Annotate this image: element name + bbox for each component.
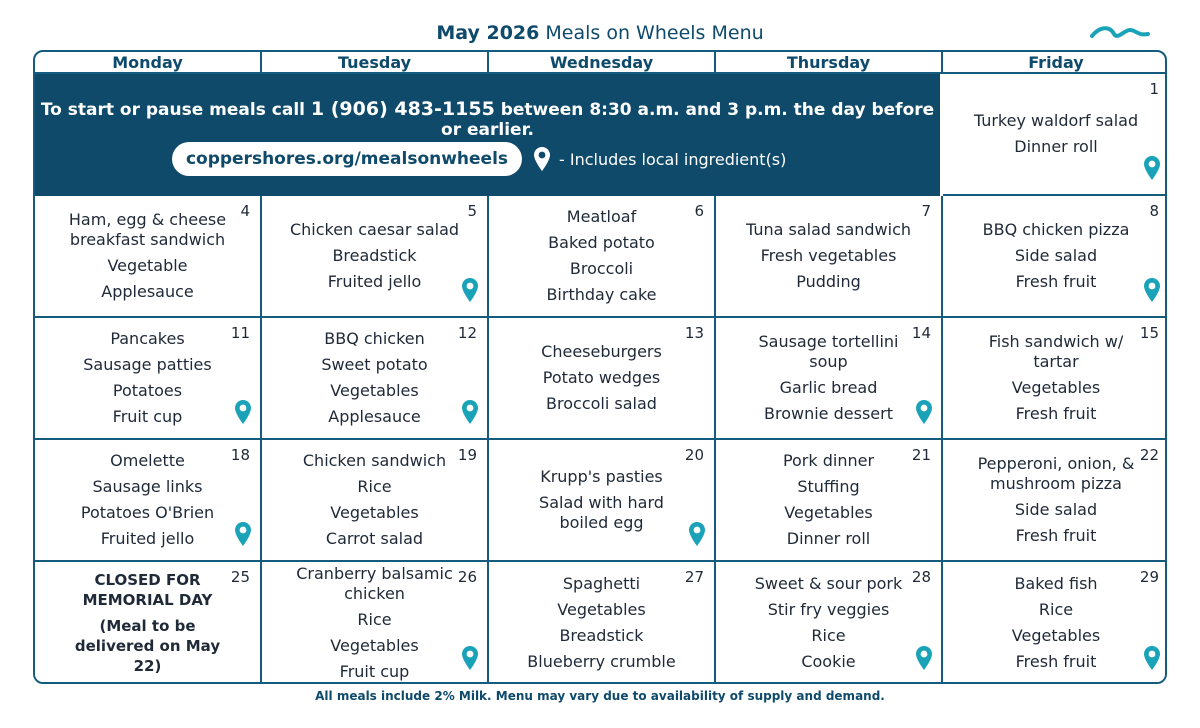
meal-item: Salad with hard boiled egg [539, 493, 664, 532]
website-link[interactable]: coppershores.org/mealsonwheels [172, 142, 522, 176]
meal-item: Sweet & sour pork [754, 574, 903, 593]
title-month: May 2026 [436, 22, 540, 44]
meal-item: Sweet potato [321, 355, 428, 374]
local-ingredient-pin-icon [461, 277, 479, 308]
date-number: 15 [1139, 324, 1159, 342]
wave-logo [1090, 22, 1150, 42]
meal-item: Baked fish [1014, 574, 1098, 593]
day-cell-26 [262, 562, 489, 684]
banner-text-b: between 8:30 a.m. and 3 p.m. the day before or earlier. [441, 100, 935, 140]
day-header-thursday: Thursday [716, 52, 943, 74]
meal-item: Applesauce [101, 282, 194, 301]
day-cell-27 [489, 562, 716, 684]
meal-item: Vegetables [330, 636, 419, 655]
date-number: 12 [457, 324, 477, 342]
legend-text: - Includes local ingredient(s) [559, 150, 787, 169]
meal-item: Stir fry veggies [767, 600, 890, 619]
local-ingredient-pin-icon [461, 645, 479, 676]
day-cell-7 [716, 196, 943, 318]
meal-item: Fruited jello [100, 529, 195, 548]
meal-item: Broccoli salad [546, 394, 657, 413]
local-ingredient-pin-icon [915, 645, 933, 676]
day-cell-13 [489, 318, 716, 440]
meal-items [35, 196, 260, 316]
date-number: 21 [911, 446, 931, 464]
meal-item: Brownie dessert [764, 404, 893, 423]
meal-item: Breadstick [332, 246, 417, 265]
meal-item: Chicken caesar salad [289, 220, 460, 239]
day-header-wednesday: Wednesday [489, 52, 716, 74]
meal-item: Potatoes O'Brien [80, 503, 215, 522]
meal-item: Vegetables [330, 503, 419, 522]
date-number: 28 [911, 568, 931, 586]
meal-item: Fresh vegetables [760, 246, 897, 265]
banner-instructions [35, 98, 940, 140]
day-cell-19 [262, 440, 489, 562]
day-cell-8 [943, 196, 1167, 318]
date-number: 29 [1139, 568, 1159, 586]
meal-item: Ham, egg & cheese breakfast sandwich [68, 210, 227, 249]
day-cell-14 [716, 318, 943, 440]
meal-item: Rice [811, 626, 846, 645]
meal-item: Breadstick [559, 626, 644, 645]
day-header-monday: Monday [35, 52, 262, 74]
meal-item: Fruit cup [112, 407, 183, 426]
day-cell-28 [716, 562, 943, 684]
meal-item: Rice [357, 610, 392, 629]
meal-items [716, 196, 941, 316]
meal-item: Sausage links [92, 477, 203, 496]
meal-items [489, 440, 714, 560]
meal-item: Applesauce [328, 407, 421, 426]
meal-item: Pork dinner [782, 451, 875, 470]
day-header-friday: Friday [943, 52, 1167, 74]
title-rest: Meals on Wheels Menu [545, 22, 764, 44]
meal-item: Sausage tortellini soup [758, 332, 899, 371]
meal-item: Dinner roll [786, 529, 871, 548]
date-number: 8 [1149, 202, 1159, 220]
meal-item: Vegetables [1011, 626, 1101, 645]
meal-item: Carrot salad [325, 529, 424, 548]
meal-item: Garlic bread [779, 378, 878, 397]
meal-item: BBQ chicken [324, 329, 425, 348]
meal-item: Baked potato [548, 233, 655, 252]
meal-item: Cookie [801, 652, 856, 671]
day-cell-12 [262, 318, 489, 440]
date-number: 7 [921, 202, 931, 220]
date-number: 5 [467, 202, 477, 220]
meal-items [943, 440, 1167, 560]
meal-item: Meatloaf [566, 207, 637, 226]
day-cell-29 [943, 562, 1167, 684]
meal-item: Cheeseburgers [541, 342, 662, 361]
meal-items [262, 196, 487, 316]
meal-item: Vegetable [107, 256, 188, 275]
meal-items [716, 562, 941, 684]
meal-item: Rice [357, 477, 392, 496]
phone-number: 1 (906) 483-1155 [310, 98, 495, 120]
meal-item: BBQ chicken pizza [982, 220, 1130, 239]
menu-calendar [33, 50, 1167, 684]
local-ingredient-pin-icon [234, 521, 252, 552]
local-ingredient-pin-icon [1143, 277, 1161, 308]
banner-text-a: To start or pause meals call [40, 100, 311, 120]
meal-item: Turkey waldorf salad [973, 111, 1139, 130]
meal-item: Blueberry crumble [527, 652, 676, 671]
meal-items [35, 562, 260, 684]
meal-item: Fruit cup [339, 662, 410, 681]
meal-item: Potatoes [112, 381, 183, 400]
date-number: 18 [230, 446, 250, 464]
meal-item: Vegetables [557, 600, 646, 619]
local-ingredient-pin-icon [1143, 155, 1161, 186]
day-cell-11 [35, 318, 262, 440]
meal-items [943, 318, 1167, 438]
meal-items [716, 440, 941, 560]
footer-note: All meals include 2% Milk. Menu may vary due to availability of supply and demand. [315, 689, 885, 703]
day-cell-22 [943, 440, 1167, 562]
date-number: 1 [1149, 80, 1159, 98]
meal-item: Dinner roll [1014, 137, 1098, 156]
meal-item: Sausage patties [83, 355, 212, 374]
location-pin-icon [533, 146, 551, 172]
meal-item: Omelette [110, 451, 185, 470]
closed-notice: (Meal to be delivered on May 22) [74, 617, 221, 675]
day-cell-15 [943, 318, 1167, 440]
meal-items [262, 562, 487, 684]
meal-item: Fresh fruit [1015, 652, 1097, 671]
meal-item: Side salad [1014, 246, 1098, 265]
meal-items [262, 318, 487, 438]
meal-item: Vegetables [1011, 378, 1101, 397]
meal-item: Pudding [796, 272, 861, 291]
meal-item: Vegetables [784, 503, 873, 522]
local-ingredient-pin-icon [688, 521, 706, 552]
date-number: 6 [694, 202, 704, 220]
day-cell-20 [489, 440, 716, 562]
date-number: 25 [230, 568, 250, 586]
date-number: 11 [230, 324, 250, 342]
meal-item: Tuna salad sandwich [745, 220, 912, 239]
date-number: 19 [457, 446, 477, 464]
meal-items [943, 74, 1167, 194]
date-number: 13 [684, 324, 704, 342]
meal-item: Stuffing [797, 477, 860, 496]
day-cell-21 [716, 440, 943, 562]
meal-item: Broccoli [569, 259, 634, 278]
meal-items [489, 562, 714, 684]
meal-item: Side salad [1014, 500, 1098, 519]
meal-items [716, 318, 941, 438]
page-title [0, 22, 1200, 44]
local-ingredient-pin-icon [1143, 645, 1161, 676]
meal-item: Cranberry balsamic chicken [296, 564, 453, 603]
day-cell-18 [35, 440, 262, 562]
date-number: 22 [1139, 446, 1159, 464]
local-ingredient-pin-icon [461, 399, 479, 430]
closed-notice: CLOSED FOR MEMORIAL DAY [82, 571, 213, 609]
meal-item: Fresh fruit [1015, 272, 1097, 291]
local-ingredient-pin-icon [234, 399, 252, 430]
meal-item: Fruited jello [327, 272, 422, 291]
meal-items [35, 440, 260, 560]
meal-items [943, 562, 1167, 684]
meal-item: Rice [1038, 600, 1074, 619]
local-ingredient-pin-icon [915, 399, 933, 430]
meal-items [489, 196, 714, 316]
date-number: 4 [240, 202, 250, 220]
info-banner [35, 74, 940, 196]
day-header-tuesday: Tuesday [262, 52, 489, 74]
date-number: 27 [684, 568, 704, 586]
meal-item: Pepperoni, onion, & mushroom pizza [977, 454, 1135, 493]
meal-items [943, 196, 1167, 316]
day-cell-1 [943, 74, 1167, 196]
day-cell-5 [262, 196, 489, 318]
day-cell-25 [35, 562, 262, 684]
meal-item: Potato wedges [542, 368, 661, 387]
meal-item: Pancakes [110, 329, 185, 348]
meal-item: Spaghetti [562, 574, 641, 593]
date-number: 20 [684, 446, 704, 464]
day-cell-6 [489, 196, 716, 318]
meal-item: Birthday cake [546, 285, 657, 304]
meal-item: Vegetables [330, 381, 419, 400]
meal-item: Chicken sandwich [302, 451, 447, 470]
meal-items [262, 440, 487, 560]
date-number: 14 [911, 324, 931, 342]
meal-item: Krupp's pasties [540, 467, 663, 486]
meal-item: Fresh fruit [1015, 526, 1097, 545]
meal-items [489, 318, 714, 438]
day-cell-4 [35, 196, 262, 318]
meal-items [35, 318, 260, 438]
meal-item: Fish sandwich w/ tartar [988, 332, 1124, 371]
date-number: 26 [457, 568, 477, 586]
meal-item: Fresh fruit [1015, 404, 1097, 423]
